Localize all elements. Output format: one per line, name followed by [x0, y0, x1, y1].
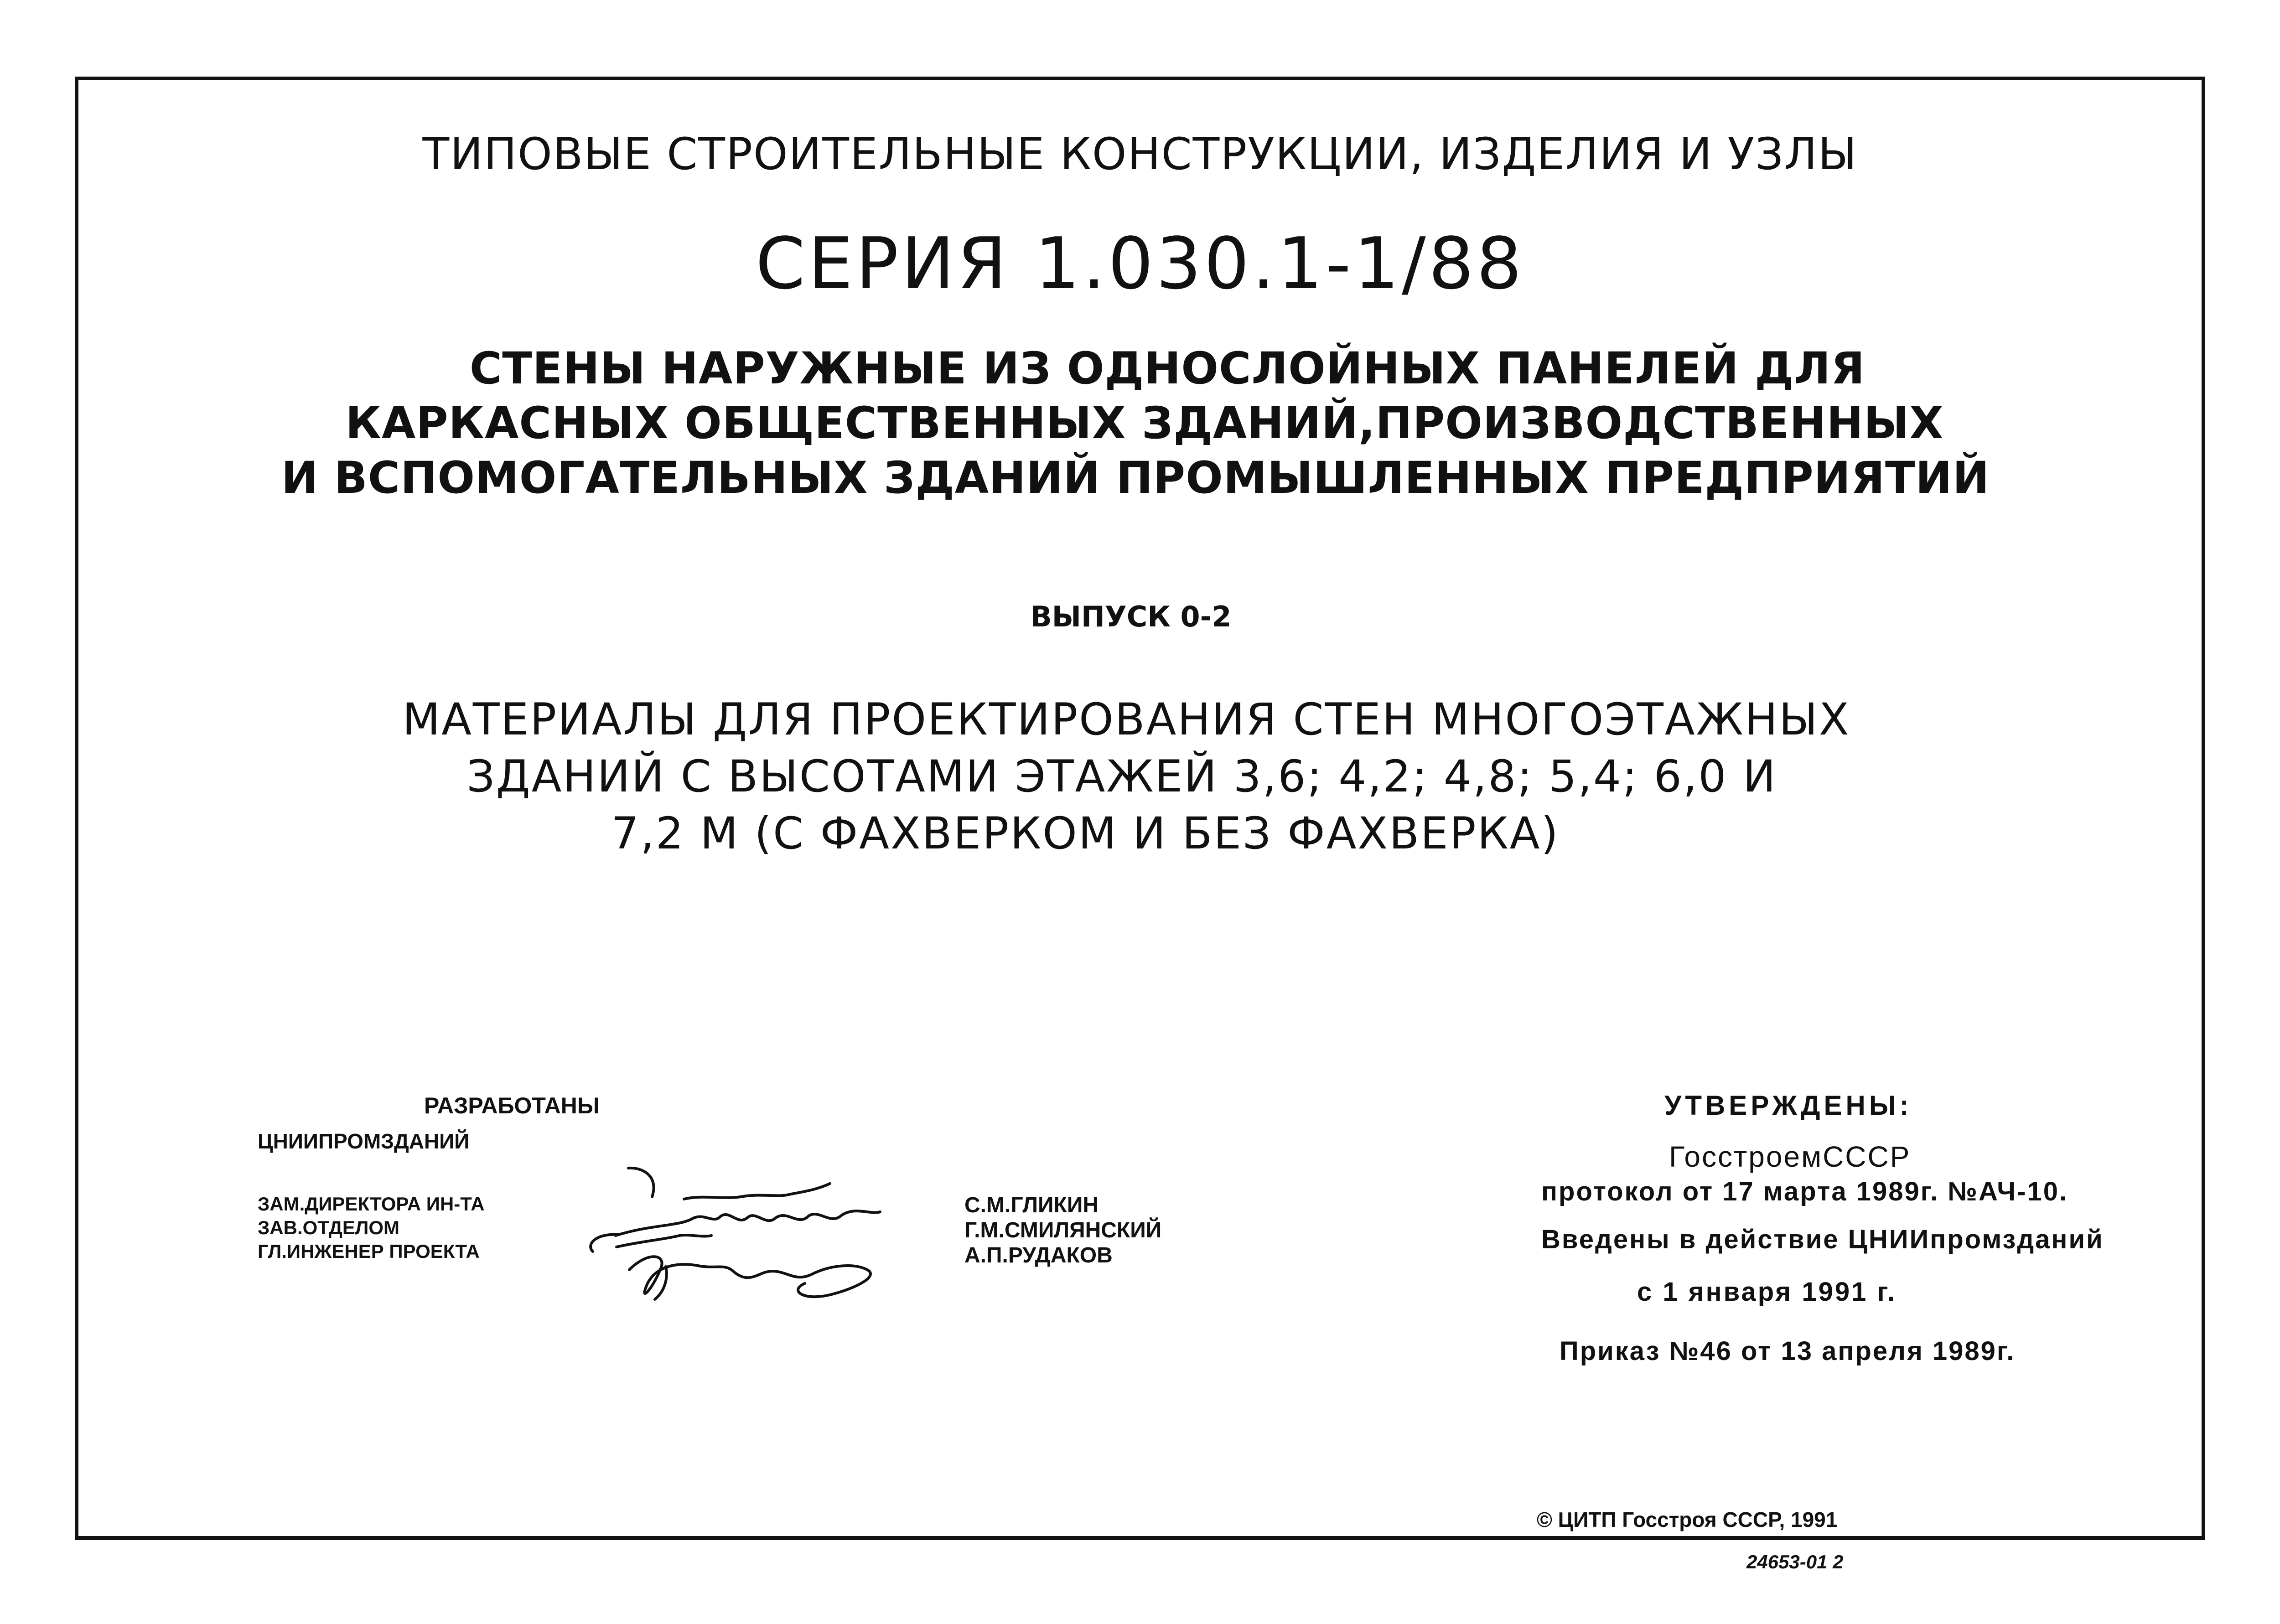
approval-protocol: протокол от 17 марта 1989г. №АЧ-10.	[1541, 1177, 2068, 1206]
developer-role-chief-engineer: ГЛ.ИНЖЕНЕР ПРОЕКТА	[258, 1241, 480, 1262]
subtitle-line-2: ЗДАНИЙ С ВЫСОТАМИ ЭТАЖЕЙ 3,6; 4,2; 4,8; 5,4; 6,0 И	[466, 751, 1777, 802]
developer-organization: ЦНИИПРОМЗДАНИЙ	[258, 1129, 470, 1153]
title-line-3: И ВСПОМОГАТЕЛЬНЫХ ЗДАНИЙ ПРОМЫШЛЕННЫХ ПРЕДПРИЯТИЙ	[281, 452, 1990, 503]
developers-heading: РАЗРАБОТАНЫ	[424, 1093, 600, 1118]
developer-name-rudakov: А.П.РУДАКОВ	[964, 1243, 1113, 1267]
approval-organization: ГосстроемСССР	[1669, 1140, 1911, 1173]
developer-role-department-head: ЗАВ.ОТДЕЛОМ	[258, 1217, 399, 1238]
developer-name-smilyanskiy: Г.М.СМИЛЯНСКИЙ	[964, 1218, 1162, 1242]
title-line-1: СТЕНЫ НАРУЖНЫЕ ИЗ ОДНОСЛОЙНЫХ ПАНЕЛЕЙ ДЛЯ	[469, 343, 1865, 394]
developer-name-glikin: С.М.ГЛИКИН	[964, 1193, 1099, 1217]
effective-date: с 1 января 1991 г.	[1637, 1277, 1897, 1307]
subtitle-line-3: 7,2 М (С ФАХВЕРКОМ И БЕЗ ФАХВЕРКА)	[611, 808, 1560, 859]
approval-order: Приказ №46 от 13 апреля 1989г.	[1560, 1336, 2016, 1366]
issue-label: ВЫПУСК 0-2	[1030, 600, 1232, 633]
subtitle-line-1: МАТЕРИАЛЫ ДЛЯ ПРОЕКТИРОВАНИЯ СТЕН МНОГОЭТАЖНЫХ	[402, 694, 1850, 745]
document-number: 24653-01 2	[1746, 1551, 1844, 1572]
approval-heading: УТВЕРЖДЕНЫ:	[1664, 1090, 1912, 1121]
category-heading: ТИПОВЫЕ СТРОИТЕЛЬНЫЕ КОНСТРУКЦИИ, ИЗДЕЛИЯ И УЗЛЫ	[422, 129, 1858, 180]
copyright-notice: © ЦИТП Госстроя СССР, 1991	[1537, 1508, 1838, 1531]
introduced-by: Введены в действие ЦНИИпромзданий	[1541, 1225, 2104, 1254]
developer-role-deputy-director: ЗАМ.ДИРЕКТОРА ИН-ТА	[258, 1193, 485, 1215]
series-heading: СЕРИЯ 1.030.1-1/88	[755, 222, 1525, 305]
handwritten-signatures	[575, 1158, 958, 1322]
title-line-2: КАРКАСНЫХ ОБЩЕСТВЕННЫХ ЗДАНИЙ,ПРОИЗВОДСТВЕННЫХ	[345, 398, 1944, 449]
